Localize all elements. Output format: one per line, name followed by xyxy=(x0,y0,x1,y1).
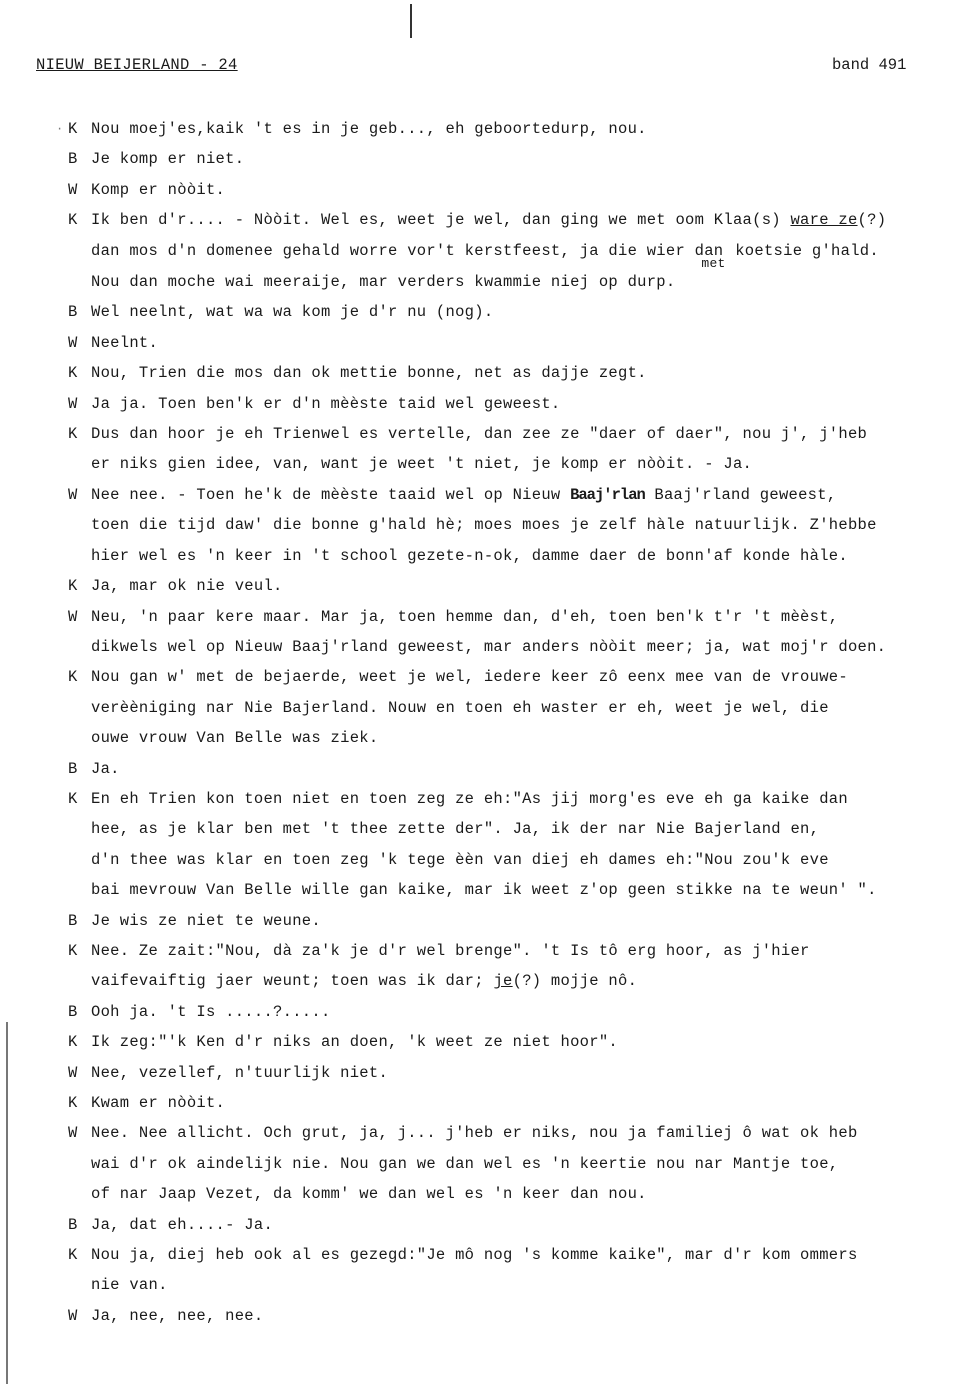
utterance xyxy=(91,784,966,906)
transcript-entry xyxy=(68,389,966,419)
utterance xyxy=(91,1118,966,1209)
transcript-entry xyxy=(68,906,966,936)
utterance-line xyxy=(91,144,966,174)
speaker-label: K xyxy=(68,211,78,230)
text-segment: Nou, Trien die mos dan ok mettie bonne, net as dajje zegt. xyxy=(91,364,647,383)
transcript-entry xyxy=(68,1210,966,1240)
speaker-label: W xyxy=(68,1306,78,1325)
text-segment: verèèniging nar Nie Bajerland. Nouw en toen eh waster er eh, weet je wel, die xyxy=(91,698,829,717)
utterance-line xyxy=(91,754,966,784)
transcript-entry xyxy=(68,297,966,327)
utterance xyxy=(91,205,966,297)
page-title: NIEUW BEIJERLAND - 24 xyxy=(36,56,238,74)
text-segment: Neelnt. xyxy=(91,333,159,352)
utterance-line xyxy=(91,1058,966,1088)
speaker-label: K xyxy=(68,1246,78,1265)
speaker-label: B xyxy=(68,303,78,322)
transcript-entry xyxy=(68,1301,966,1331)
speaker-label: B xyxy=(68,150,78,169)
utterance xyxy=(91,1240,966,1301)
transcript-entry xyxy=(68,480,966,571)
text-segment: Nou moej'es,kaik 't es in je geb..., eh geboortedurp, nou. xyxy=(91,120,647,138)
text-segment: Ooh ja. 't Is .....?..... xyxy=(91,1002,331,1021)
transcript-entry xyxy=(68,328,966,358)
text-segment: En eh Trien kon toen niet en toen zeg ze eh:"As jij morg'es eve eh ga kaike dan xyxy=(91,789,848,808)
utterance-line xyxy=(91,632,966,662)
utterance xyxy=(91,297,966,327)
transcript-entry xyxy=(68,1240,966,1301)
text-segment: Kwam er nòòit. xyxy=(91,1094,226,1112)
utterance-line xyxy=(91,936,966,966)
text-segment: Nou gan w' met de bejaerde, weet je wel, iedere keer zô eenx mee van de vrouwe- xyxy=(91,668,848,687)
speaker-label: K xyxy=(68,941,78,960)
transcript-entry xyxy=(68,1058,966,1088)
utterance-line xyxy=(91,1179,966,1209)
utterance-line xyxy=(91,814,966,844)
text-segment: Nee. Nee allicht. Och grut, ja, j... j'heb er niks, nou ja familiej ô wat ok heb xyxy=(91,1124,858,1143)
utterance xyxy=(91,358,966,388)
transcript-entry xyxy=(68,571,966,601)
utterance xyxy=(91,480,966,571)
utterance-line xyxy=(91,1270,966,1300)
utterance-line xyxy=(91,906,966,936)
transcript-body xyxy=(68,114,966,1331)
utterance xyxy=(91,419,966,480)
utterance xyxy=(91,997,966,1027)
text-segment: koetsie g'hald. xyxy=(725,241,879,260)
speaker-label: K xyxy=(68,668,78,687)
utterance-line xyxy=(91,571,966,601)
utterance-line xyxy=(91,875,966,905)
utterance-line xyxy=(91,236,966,271)
struck-out-text: Baaj'rlan xyxy=(570,485,645,504)
speaker-label: B xyxy=(68,1002,78,1021)
transcript-entry xyxy=(68,997,966,1027)
text-segment: er niks gien idee, van, want je weet 't niet, je komp er nòòit. - Ja. xyxy=(91,455,753,474)
text-segment: (?) mojje nô. xyxy=(512,972,638,991)
utterance-line xyxy=(91,662,966,692)
text-segment: Ja ja. Toen ben'k er d'n mèèste taid wel geweest. xyxy=(91,394,561,413)
utterance-line xyxy=(91,449,966,479)
utterance-line xyxy=(91,845,966,875)
utterance-line xyxy=(91,602,966,632)
transcript-entry xyxy=(68,936,966,997)
text-segment: Komp er nòòit. xyxy=(91,180,226,199)
underlined-text: je xyxy=(493,972,513,991)
utterance-line xyxy=(91,723,966,753)
speaker-label: K xyxy=(68,789,78,808)
text-segment: Ja, dat eh....- Ja. xyxy=(91,1215,274,1234)
text-segment: vaifevaiftig jaer weunt; toen was ik dar; xyxy=(91,972,494,991)
transcript-entry xyxy=(68,358,966,388)
speaker-label: K xyxy=(68,1033,78,1052)
utterance-line xyxy=(91,1088,966,1118)
utterance xyxy=(91,1088,966,1118)
text-segment: Ik ben d'r.... - Nòòit. Wel es, weet je wel, dan ging we met oom Klaa(s) xyxy=(91,211,791,230)
utterance-line xyxy=(91,328,966,358)
text-segment: dikwels wel op Nieuw Baaj'rland geweest, mar anders nòòit meer; ja, wat moj'r doen. xyxy=(91,637,887,656)
text-segment: Nee nee. - Toen he'k de mèèste taaid wel op Nieuw xyxy=(91,485,571,504)
text-segment: Ja, mar ok nie veul. xyxy=(91,577,283,596)
utterance-line xyxy=(91,175,966,205)
utterance-line xyxy=(91,997,966,1027)
speaker-label: K xyxy=(68,1094,78,1112)
utterance-line xyxy=(91,267,966,297)
transcript-entry xyxy=(68,662,966,753)
text-segment: Ja, nee, nee, nee. xyxy=(91,1306,264,1325)
utterance xyxy=(91,571,966,601)
text-segment: Nee. Ze zait:"Nou, dà za'k je d'r wel brenge". 't Is tô erg hoor, as j'hier xyxy=(91,941,810,960)
utterance-line xyxy=(91,1240,966,1270)
text-segment: toen die tijd daw' die bonne g'hald hè; moes moes je zelf hàle natuurlijk. Z'hebbe xyxy=(91,516,877,535)
utterance-line xyxy=(91,114,966,144)
transcript-entry xyxy=(68,144,966,174)
interlinear-note: met xyxy=(701,255,726,271)
transcript-entry xyxy=(68,602,966,663)
utterance-line xyxy=(91,1210,966,1240)
speaker-label: B xyxy=(68,1215,78,1234)
utterance xyxy=(91,114,966,144)
utterance xyxy=(91,602,966,663)
text-segment: d'n thee was klar en toen zeg 'k tege èèn van diej eh dames eh:"Nou zou'k eve xyxy=(91,850,829,869)
utterance-line xyxy=(91,480,966,510)
speaker-label: K xyxy=(68,120,78,138)
transcript-entry xyxy=(68,1088,966,1118)
utterance-line xyxy=(91,541,966,571)
transcript-entry xyxy=(68,784,966,906)
text-segment: (?) xyxy=(857,211,887,230)
utterance xyxy=(91,1058,966,1088)
text-segment: Nou ja, diej heb ook al es gezegd:"Je mô nog 's komme kaike", mar d'r kom ommers xyxy=(91,1246,858,1265)
text-segment: Je komp er niet. xyxy=(91,150,245,169)
text-segment: dan mos d'n domenee gehald worre vor't kerstfeest, ja die wier dan xyxy=(91,241,724,260)
margin-bar xyxy=(6,1022,8,1384)
speaker-label: W xyxy=(68,485,78,504)
utterance-line xyxy=(91,693,966,723)
transcript-entry xyxy=(68,205,966,297)
transcript-entry xyxy=(68,1027,966,1057)
utterance xyxy=(91,662,966,753)
text-segment: Wel neelnt, wat wa wa kom je d'r nu (nog). xyxy=(91,303,494,322)
speaker-label: W xyxy=(68,333,78,352)
band-number: band 491 xyxy=(832,56,907,74)
transcript-entry xyxy=(68,114,966,144)
utterance-line xyxy=(91,784,966,814)
speaker-label: K xyxy=(68,425,78,444)
speaker-label: K xyxy=(68,577,78,596)
text-segment: ouwe vrouw Van Belle was ziek. xyxy=(91,729,379,748)
utterance-line xyxy=(91,358,966,388)
utterance-line xyxy=(91,297,966,327)
utterance-line xyxy=(91,1118,966,1148)
utterance-line xyxy=(91,419,966,449)
text-segment: wai d'r ok aindelijk nie. Nou gan we dan wel es 'n keertie nou nar Mantje toe, xyxy=(91,1154,839,1173)
text-segment: Nee, vezellef, n'tuurlijk niet. xyxy=(91,1063,389,1082)
utterance-line xyxy=(91,1027,966,1057)
speaker-label: W xyxy=(68,1063,78,1082)
text-segment: Nou dan moche wai meeraije, mar verders kwammie niej op durp. xyxy=(91,273,676,292)
utterance-line xyxy=(91,1301,966,1331)
utterance-line xyxy=(91,510,966,540)
text-segment: Baaj'rland geweest, xyxy=(644,485,837,504)
text-segment: Ik zeg:"'k Ken d'r niks an doen, 'k weet ze niet hoor". xyxy=(91,1033,618,1052)
speaker-label: W xyxy=(68,1124,78,1143)
utterance-line xyxy=(91,205,966,235)
text-segment: Je wis ze niet te weune. xyxy=(91,911,321,930)
utterance xyxy=(91,389,966,419)
speaker-label: W xyxy=(68,180,78,199)
utterance xyxy=(91,175,966,205)
transcript-entry xyxy=(68,754,966,784)
speaker-label: B xyxy=(68,759,78,778)
speaker-label: W xyxy=(68,607,78,626)
text-segment: Neu, 'n paar kere maar. Mar ja, toen hemme dan, d'eh, toen ben'k t'r 't mèèst, xyxy=(91,607,839,626)
text-segment: of nar Jaap Vezet, da komm' we dan wel es 'n keer dan nou. xyxy=(91,1185,647,1204)
text-segment: hier wel es 'n keer in 't school gezete-n-ok, damme daer de bonn'af konde hàle. xyxy=(91,546,848,565)
text-segment: nie van. xyxy=(91,1276,168,1295)
page-top-mark xyxy=(410,4,412,38)
utterance xyxy=(91,144,966,174)
text-segment: Ja. xyxy=(91,759,120,778)
underlined-text: ware ze xyxy=(790,211,858,230)
utterance xyxy=(91,754,966,784)
text-segment: Dus dan hoor je eh Trienwel es vertelle, dan zee ze "daer of daer", nou j', j'heb xyxy=(91,425,868,444)
utterance xyxy=(91,328,966,358)
transcript-entry xyxy=(68,419,966,480)
utterance-line xyxy=(91,389,966,419)
utterance xyxy=(91,1210,966,1240)
transcript-entry xyxy=(68,175,966,205)
speaker-label: B xyxy=(68,911,78,930)
utterance xyxy=(91,1027,966,1057)
speaker-label: K xyxy=(68,364,78,383)
utterance xyxy=(91,936,966,997)
text-segment: bai mevrouw Van Belle wille gan kaike, mar ik weet z'op geen stikke na te weun' ". xyxy=(91,881,877,900)
utterance xyxy=(91,1301,966,1331)
utterance-line xyxy=(91,1149,966,1179)
utterance-line xyxy=(91,966,966,996)
margin-tick: · xyxy=(56,122,64,136)
text-segment: hee, as je klar ben met 't thee zette der". Ja, ik der nar Nie Bajerland en, xyxy=(91,820,820,839)
utterance xyxy=(91,906,966,936)
speaker-label: W xyxy=(68,394,78,413)
transcript-entry xyxy=(68,1118,966,1209)
